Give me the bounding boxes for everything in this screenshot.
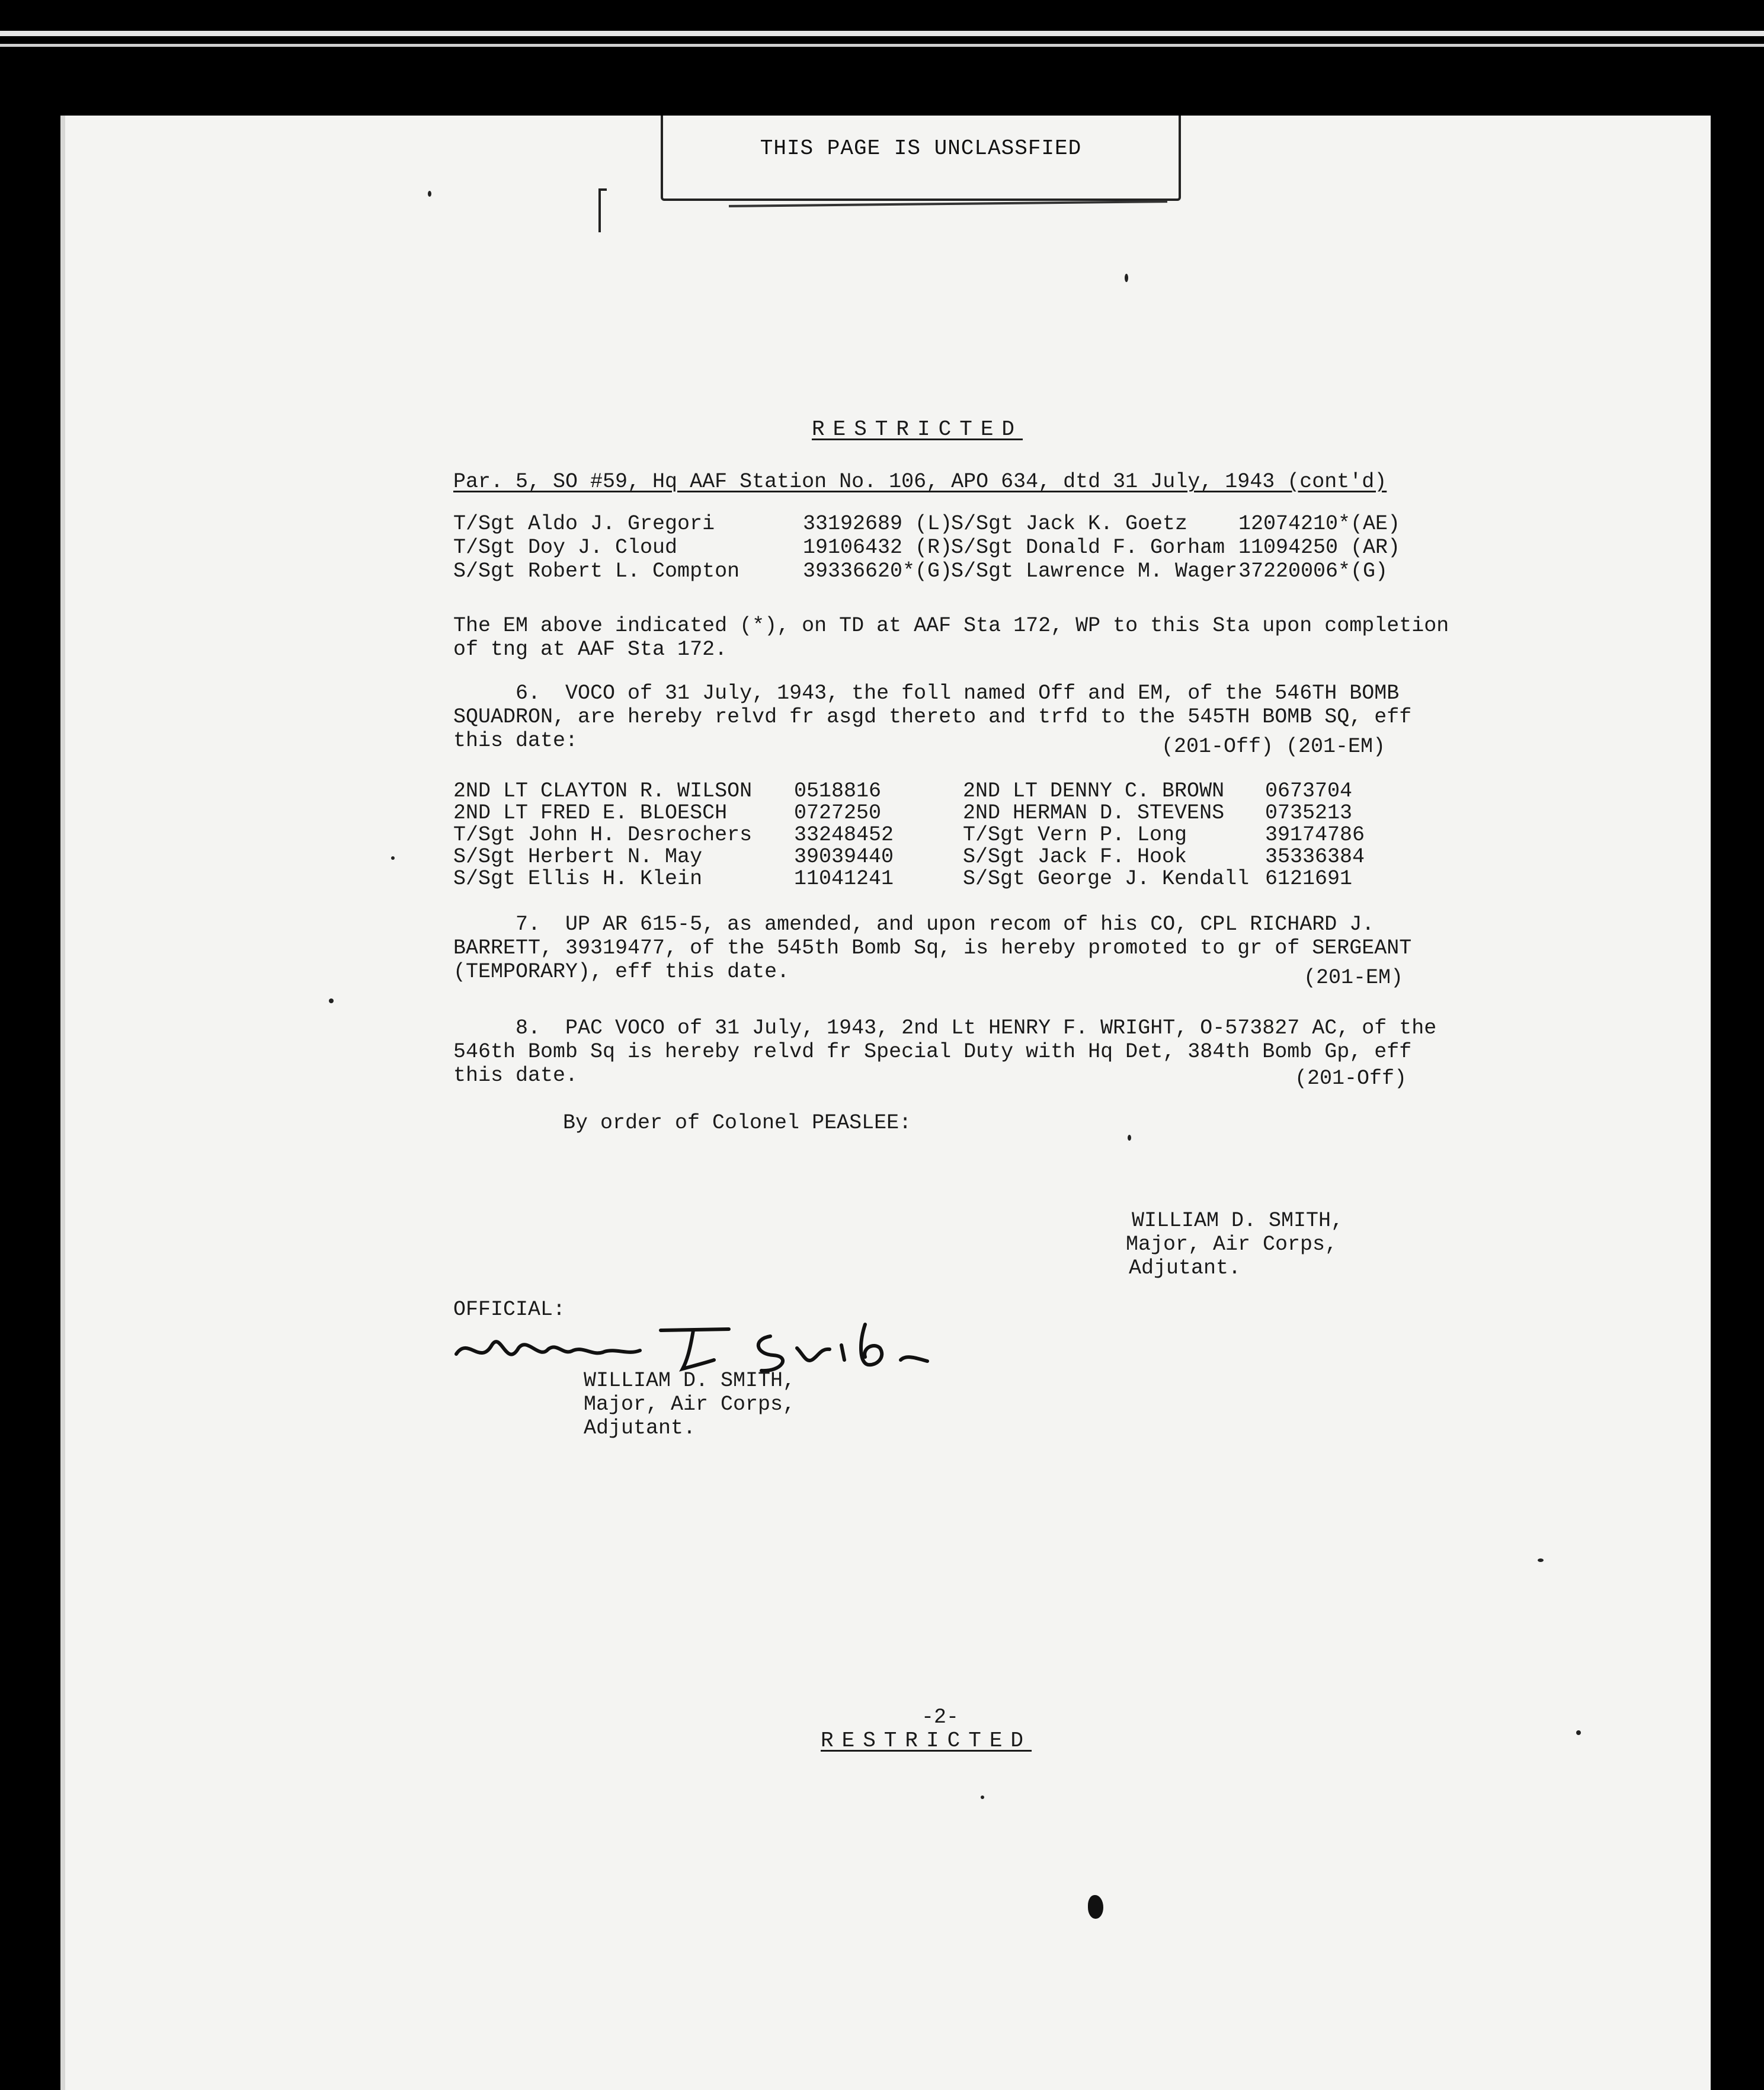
roster-name: 2ND LT CLAYTON R. WILSON: [453, 779, 753, 803]
note-line: of tng at AAF Sta 172.: [453, 638, 728, 661]
roster-serial: 0518816: [794, 779, 882, 803]
file-reference: (201-Off) (201-EM): [1161, 735, 1386, 758]
official-rank: Major, Air Corps,: [584, 1393, 796, 1416]
roster-name: T/Sgt Aldo J. Gregori: [453, 512, 715, 536]
scan-rule: [0, 31, 1764, 36]
roster-name: S/Sgt Lawrence M. Wager: [951, 559, 1238, 583]
roster-serial: 33248452: [794, 823, 894, 847]
roster-serial: 0673704: [1265, 779, 1353, 803]
scan-speck: [1538, 1558, 1544, 1562]
stamp-text: THIS PAGE IS UNCLASSFIED: [760, 136, 1082, 161]
roster-serial: 39174786: [1265, 823, 1365, 847]
roster-name: 2ND HERMAN D. STEVENS: [963, 801, 1225, 825]
roster-name: S/Sgt Herbert N. May: [453, 845, 703, 869]
roster-name: S/Sgt Jack F. Hook: [963, 845, 1187, 869]
roster-name: S/Sgt Robert L. Compton: [453, 559, 740, 583]
paragraph-6-line: SQUADRON, are hereby relvd fr asgd thereto and trfd to the 545TH BOMB SQ, eff: [453, 705, 1412, 729]
page-edge: [60, 116, 65, 2090]
unclassified-stamp: [661, 116, 1181, 201]
note-line: The EM above indicated (*), on TD at AAF Sta 172, WP to this Sta upon completion: [453, 614, 1449, 638]
paragraph-6-line: 6. VOCO of 31 July, 1943, the foll named Off and EM, of the 546TH BOMB: [453, 681, 1400, 705]
roster-serial: 6121691: [1265, 867, 1353, 891]
official-label: OFFICIAL:: [453, 1298, 566, 1321]
paragraph-7-line: 7. UP AR 615-5, as amended, and upon recom of his CO, CPL RICHARD J.: [453, 913, 1375, 936]
roster-serial: 0727250: [794, 801, 882, 825]
scan-speck: [391, 856, 395, 860]
scan-speck: [428, 191, 431, 197]
roster-name: T/Sgt Vern P. Long: [963, 823, 1187, 847]
scan-rule: [0, 44, 1764, 47]
roster-serial: 37220006*(G): [1238, 559, 1388, 583]
roster-serial: 0735213: [1265, 801, 1353, 825]
roster-name: T/Sgt Doy J. Cloud: [453, 536, 678, 559]
scan-speck: [1576, 1730, 1581, 1735]
roster-serial: 39039440: [794, 845, 894, 869]
paragraph-8-line: 8. PAC VOCO of 31 July, 1943, 2nd Lt HENRY F. WRIGHT, O-573827 AC, of the: [453, 1016, 1437, 1040]
roster-serial: 11094250 (AR): [1238, 536, 1401, 559]
official-title: Adjutant.: [584, 1416, 696, 1440]
roster-name: S/Sgt George J. Kendall: [963, 867, 1250, 891]
file-reference: (201-Off): [1295, 1067, 1407, 1090]
signature-name: WILLIAM D. SMITH,: [1132, 1209, 1344, 1233]
roster-name: T/Sgt John H. Desrochers: [453, 823, 753, 847]
roster-serial: 33192689 (L): [803, 512, 953, 536]
roster-name: S/Sgt Donald F. Gorham: [951, 536, 1225, 559]
scan-speck: [329, 998, 334, 1003]
roster-name: S/Sgt Jack K. Goetz: [951, 512, 1188, 536]
order-line: By order of Colonel PEASLEE:: [563, 1111, 912, 1135]
ink-blot: [1088, 1895, 1103, 1919]
paragraph-6-line: this date:: [453, 729, 578, 753]
paragraph-8-line: 546th Bomb Sq is hereby relvd fr Special Duty with Hq Det, 384th Bomb Gp, eff: [453, 1040, 1412, 1064]
scan-speck: [981, 1795, 984, 1799]
roster-serial: 39336620*(G): [803, 559, 953, 583]
paragraph-7-line: BARRETT, 39319477, of the 545th Bomb Sq, is hereby promoted to gr of SERGEANT: [453, 936, 1412, 960]
roster-name: S/Sgt Ellis H. Klein: [453, 867, 703, 891]
scan-top-border: [0, 0, 1764, 116]
classification-footer: RESTRICTED: [821, 1729, 1032, 1753]
classification-header: RESTRICTED: [812, 417, 1023, 441]
stamp-bracket: [598, 188, 607, 232]
scan-speck: [1128, 1135, 1131, 1141]
signature-rank: Major, Air Corps,: [1126, 1233, 1338, 1256]
roster-serial: 11041241: [794, 867, 894, 891]
paragraph-8-line: this date.: [453, 1064, 578, 1087]
roster-serial: 19106432 (R): [803, 536, 953, 559]
page-number: -2-: [921, 1705, 959, 1729]
paragraph-7-line: (TEMPORARY), eff this date.: [453, 960, 790, 984]
signature-title: Adjutant.: [1129, 1256, 1241, 1280]
roster-serial: 12074210*(AE): [1238, 512, 1401, 536]
official-name: WILLIAM D. SMITH,: [584, 1369, 796, 1393]
document-page: [60, 116, 1711, 2090]
citation-line: Par. 5, SO #59, Hq AAF Station No. 106, APO 634, dtd 31 July, 1943 (cont'd): [453, 470, 1387, 494]
roster-name: 2ND LT FRED E. BLOESCH: [453, 801, 728, 825]
scan-speck: [1125, 274, 1128, 282]
roster-serial: 35336384: [1265, 845, 1365, 869]
file-reference: (201-EM): [1304, 966, 1404, 990]
roster-name: 2ND LT DENNY C. BROWN: [963, 779, 1225, 803]
